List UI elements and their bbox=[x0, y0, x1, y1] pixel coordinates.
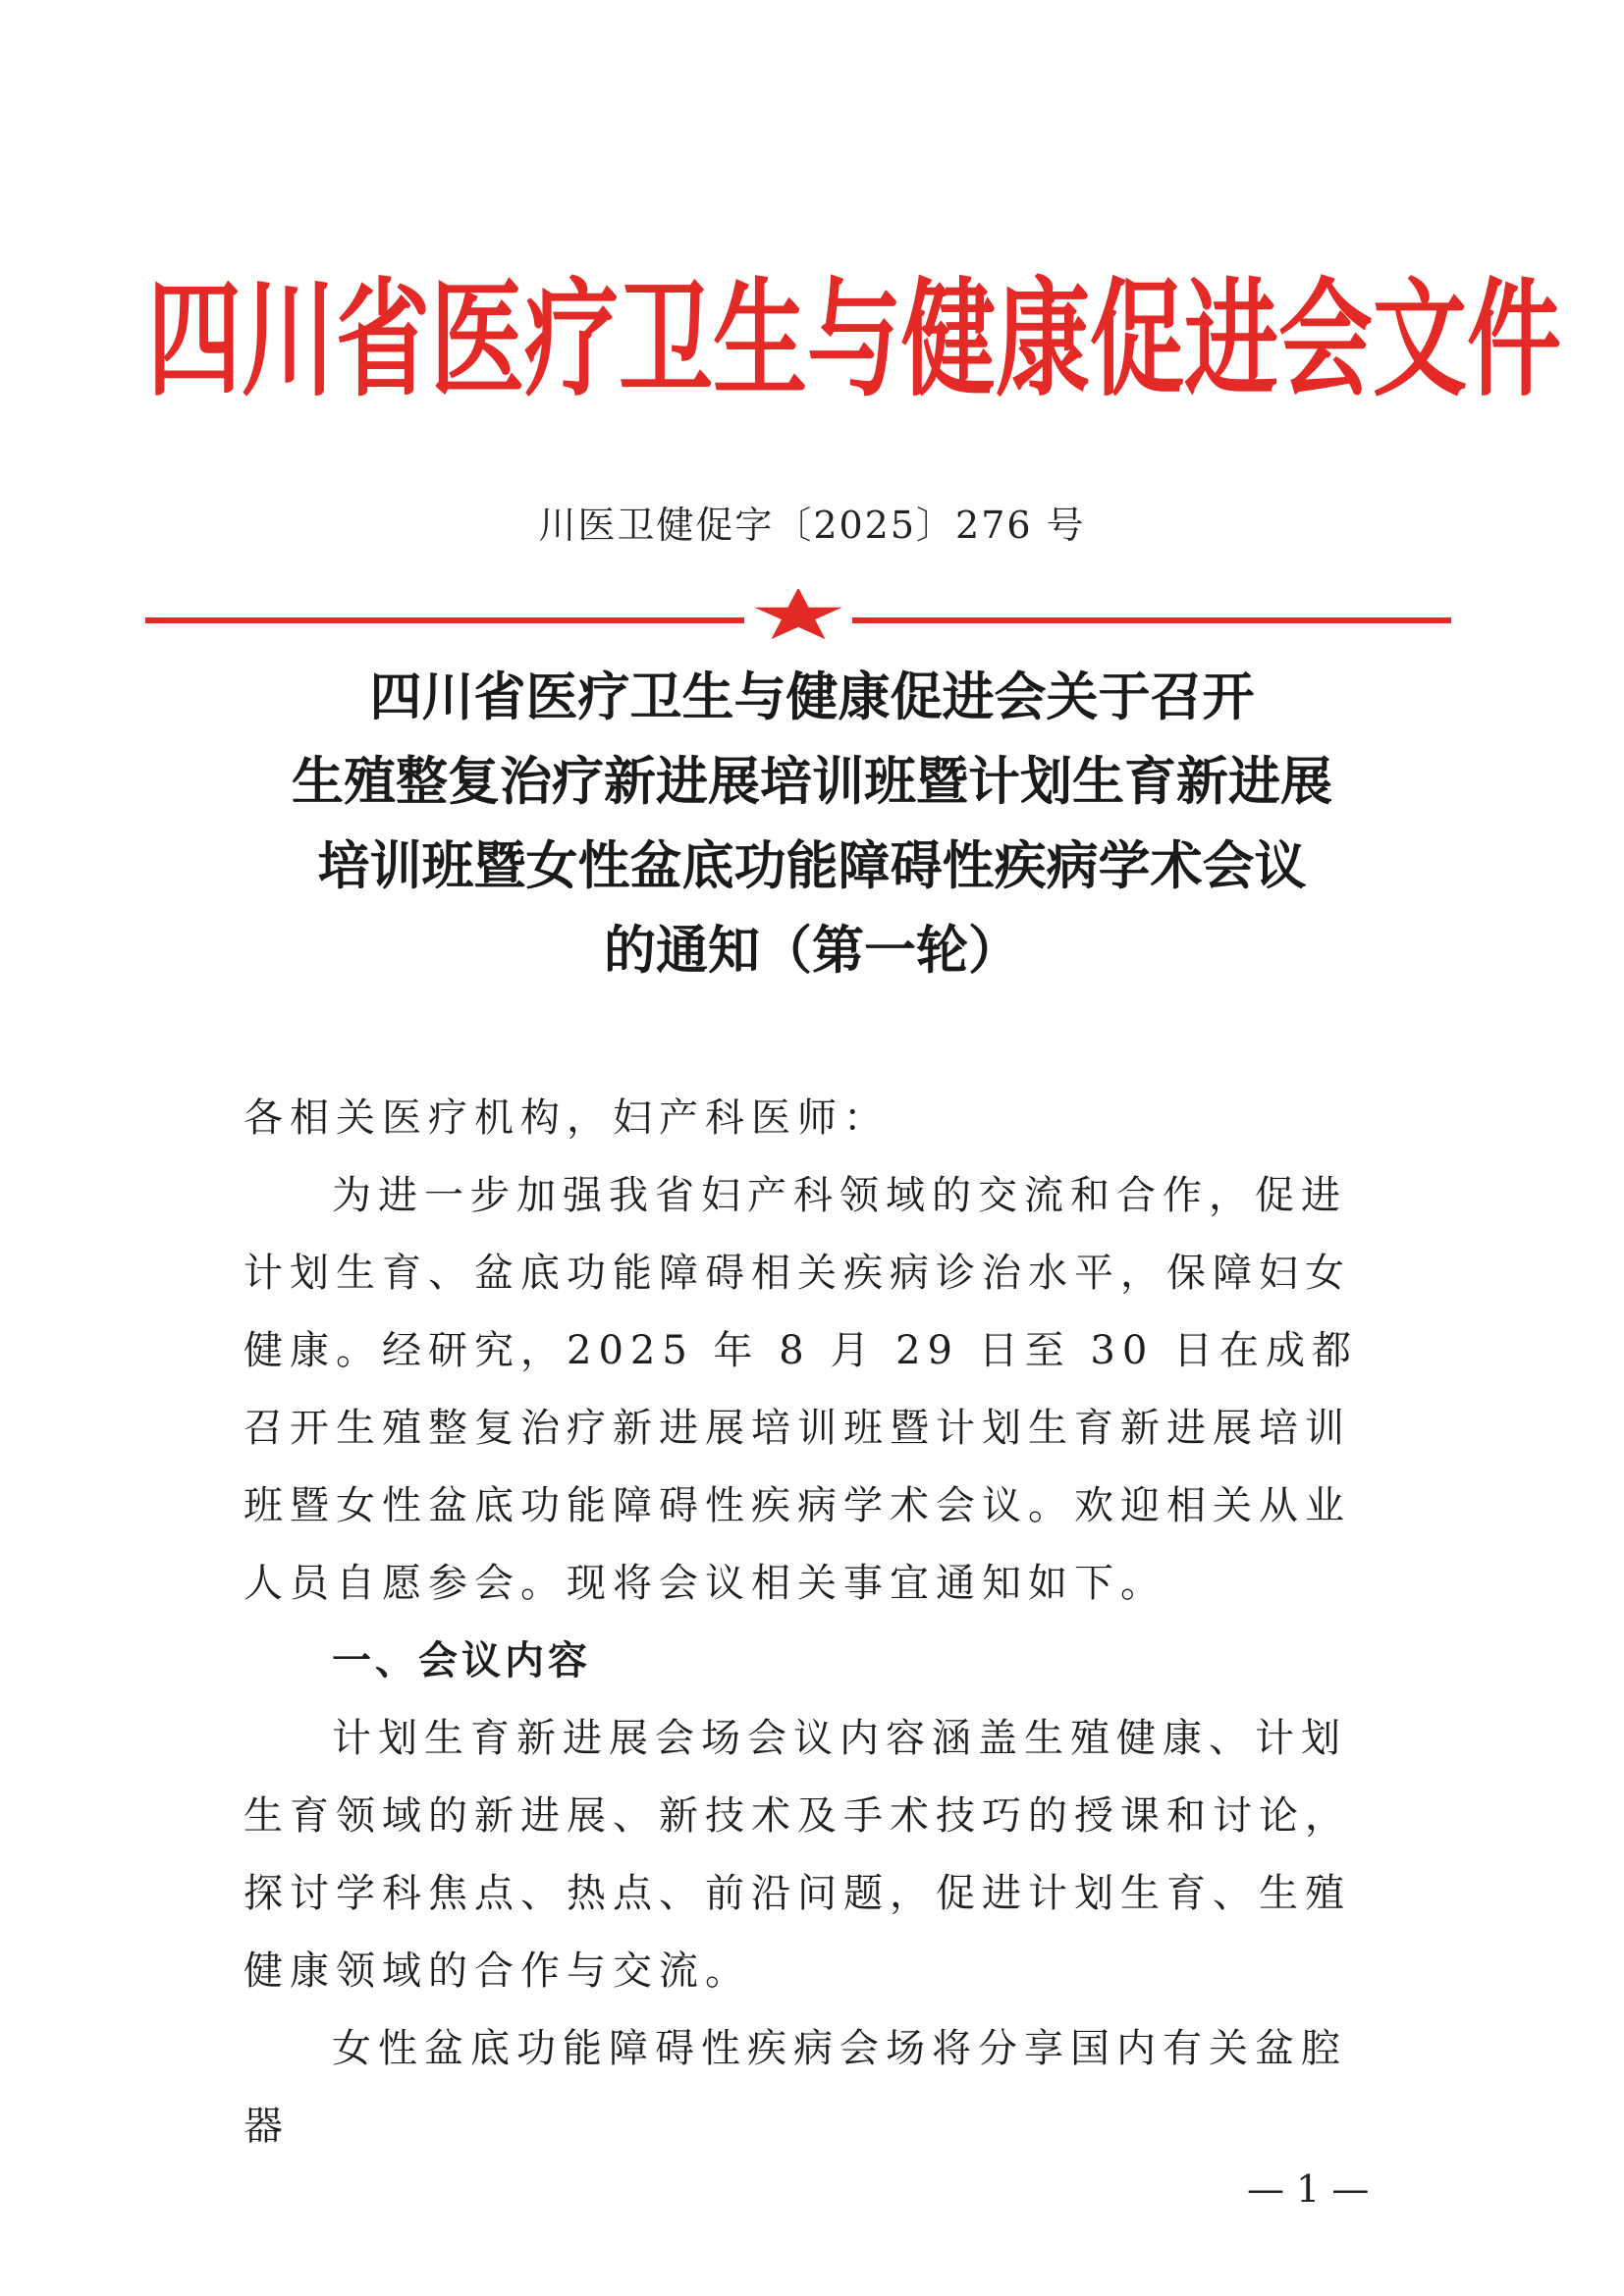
notice-body bbox=[244, 1080, 1392, 2165]
section-paragraph: 女性盆底功能障碍性疾病会场将分享国内有关盆腔器 bbox=[244, 2026, 1347, 2149]
notice-title-line: 培训班暨女性盆底功能障碍性疾病学术会议 bbox=[317, 836, 1307, 896]
section-paragraph: 计划生育新进展会场会议内容涵盖生殖健康、计划生育领域的新进展、新技术及手术技巧的授课和讨论，探讨学科焦点、热点、前沿问题，促进计划生育、生殖健康领域的合作与交流。 bbox=[244, 1716, 1351, 1994]
notice-title-line: 四川省医疗卫生与健康促进会关于召开 bbox=[369, 667, 1255, 727]
notice-title-line: 生殖整复治疗新进展培训班暨计划生育新进展 bbox=[292, 752, 1332, 812]
star-icon bbox=[754, 589, 841, 639]
salutation: 各相关医疗机构，妇产科医师： bbox=[244, 1095, 890, 1141]
org-masthead-title: 四川省医疗卫生与健康促进会文件 bbox=[147, 264, 1561, 414]
red-divider-with-star bbox=[145, 589, 1451, 648]
divider-line-left bbox=[145, 617, 744, 623]
document-number: 川医卫健促字〔2025〕276 号 bbox=[538, 504, 1086, 547]
notice-title-line: 的通知（第一轮） bbox=[604, 921, 1020, 981]
notice-title bbox=[147, 656, 1477, 993]
intro-paragraph: 为进一步加强我省妇产科领域的交流和合作，促进计划生育、盆底功能障碍相关疾病诊治水平，保障妇女健康。经研究，2025 年 8 月 29 日至 30 日在成都召开生殖整复治疗新进展培训班暨计划生育新进展培训班暨女性盆底功能障碍性疾病学术会议。欢迎相关从业人员自愿参会。现将会议相关事宜通知如下。 bbox=[244, 1173, 1359, 1606]
section-heading: 一、会议内容 bbox=[332, 1638, 591, 1683]
divider-line-right bbox=[852, 617, 1451, 623]
page-number: — 1 — bbox=[1247, 2167, 1370, 2211]
